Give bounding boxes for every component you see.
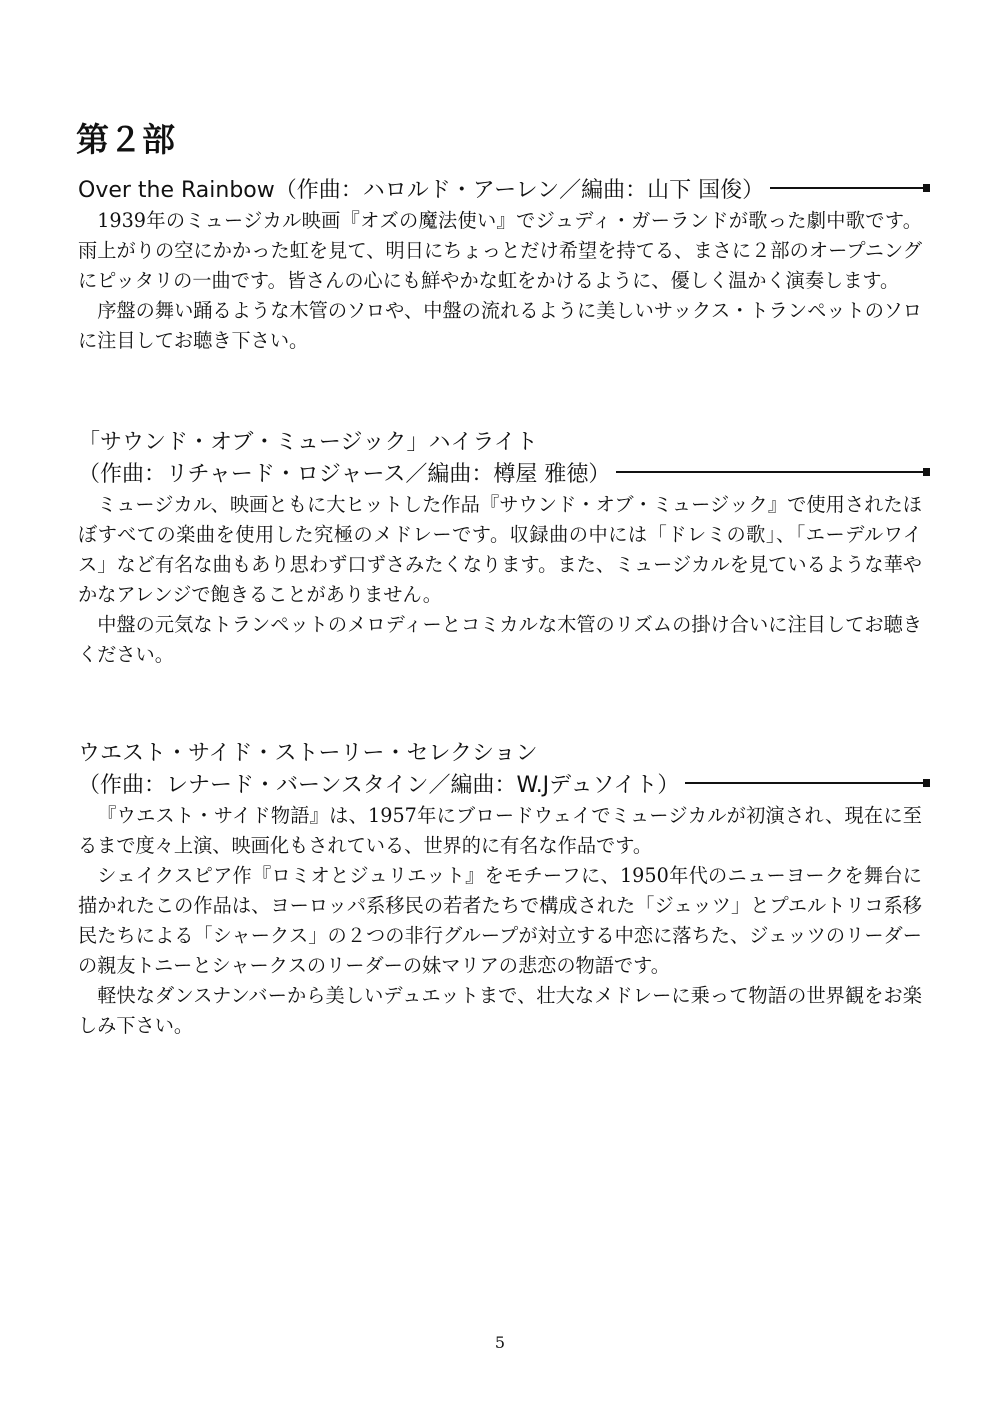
section-heading-credits: （作曲：リチャード・ロジャース／編曲：樽屋 雅徳）	[78, 461, 611, 487]
section-paragraph: 『ウエスト・サイド物語』は、1957年にブロードウェイでミュージカルが初演され、現在に至るまで度々上演、映画化もされている、世界的に有名な作品です。	[78, 804, 922, 857]
heading-rule	[616, 471, 928, 473]
heading-rule-end-marker	[923, 184, 930, 192]
section-paragraph: シェイクスピア作『ロミオとジュリエット』をモチーフに、1950年代のニューヨークを舞台に描かれたこの作品は、ヨーロッパ系移民の若者たちで構成された「ジェッツ」とプエルトリコ系移民たちによる「シャークス」の２つの非行グループが対立する中恋に落ちた、ジェッツのリーダーの親友トニーとシャークスのリーダーの妹マリアの悲恋の物語です。	[78, 864, 922, 977]
heading-rule	[770, 187, 928, 189]
heading-rule-end-marker	[923, 468, 930, 476]
heading-rule	[685, 782, 928, 784]
section-paragraph: ミュージカル、映画ともに大ヒットした作品『サウンド・オブ・ミュージック』で使用されたほぼすべての楽曲を使用した究極のメドレーです。収録曲の中には「ドレミの歌」、「エーデルワイス」など有名な曲もあり思わず口ずさみたくなります。また、ミュージカルを見ているような華やかなアレンジで飽きることがありません。	[78, 493, 922, 606]
program-section-sound-of-music	[78, 424, 928, 670]
section-heading-text: Over the Rainbow（作曲：ハロルド・アーレン／編曲：山下 国俊）	[78, 177, 765, 203]
section-heading	[78, 172, 928, 204]
page-title: 第２部	[76, 120, 175, 159]
section-paragraph: 序盤の舞い踊るような木管のソロや、中盤の流れるように美しいサックス・トランペットのソロに注目してお聴き下さい。	[78, 299, 922, 352]
section-paragraph: 軽快なダンスナンバーから美しいデュエットまで、壮大なメドレーに乗って物語の世界観をお楽しみ下さい。	[78, 984, 922, 1037]
section-paragraph: 中盤の元気なトランペットのメロディーとコミカルな木管のリズムの掛け合いに注目してお聴きください。	[78, 613, 922, 666]
section-heading-text: 「サウンド・オブ・ミュージック」ハイライト	[78, 429, 538, 455]
section-paragraph: 1939年のミュージカル映画『オズの魔法使い』でジュディ・ガーランドが歌った劇中歌です。雨上がりの空にかかった虹を見て、明日にちょっとだけ希望を持てる、まさに２部のオープニングにピッタリの一曲です。皆さんの心にも鮮やかな虹をかけるように、優しく温かく演奏します。	[78, 209, 922, 292]
section-heading-credits: （作曲：レナード・バーンスタイン／編曲：W.Jデュソイト）	[78, 772, 680, 798]
section-heading-text: ウエスト・サイド・ストーリー・セレクション	[78, 740, 538, 766]
page-number: 5	[494, 1333, 506, 1352]
section-heading-line-2	[78, 767, 928, 799]
section-heading-line-1	[78, 424, 928, 456]
heading-rule-end-marker	[923, 779, 930, 787]
program-section-west-side-story	[78, 735, 928, 1041]
section-heading-line-1	[78, 735, 928, 767]
section-heading-line-2	[78, 456, 928, 488]
program-section-over-the-rainbow	[78, 172, 928, 356]
